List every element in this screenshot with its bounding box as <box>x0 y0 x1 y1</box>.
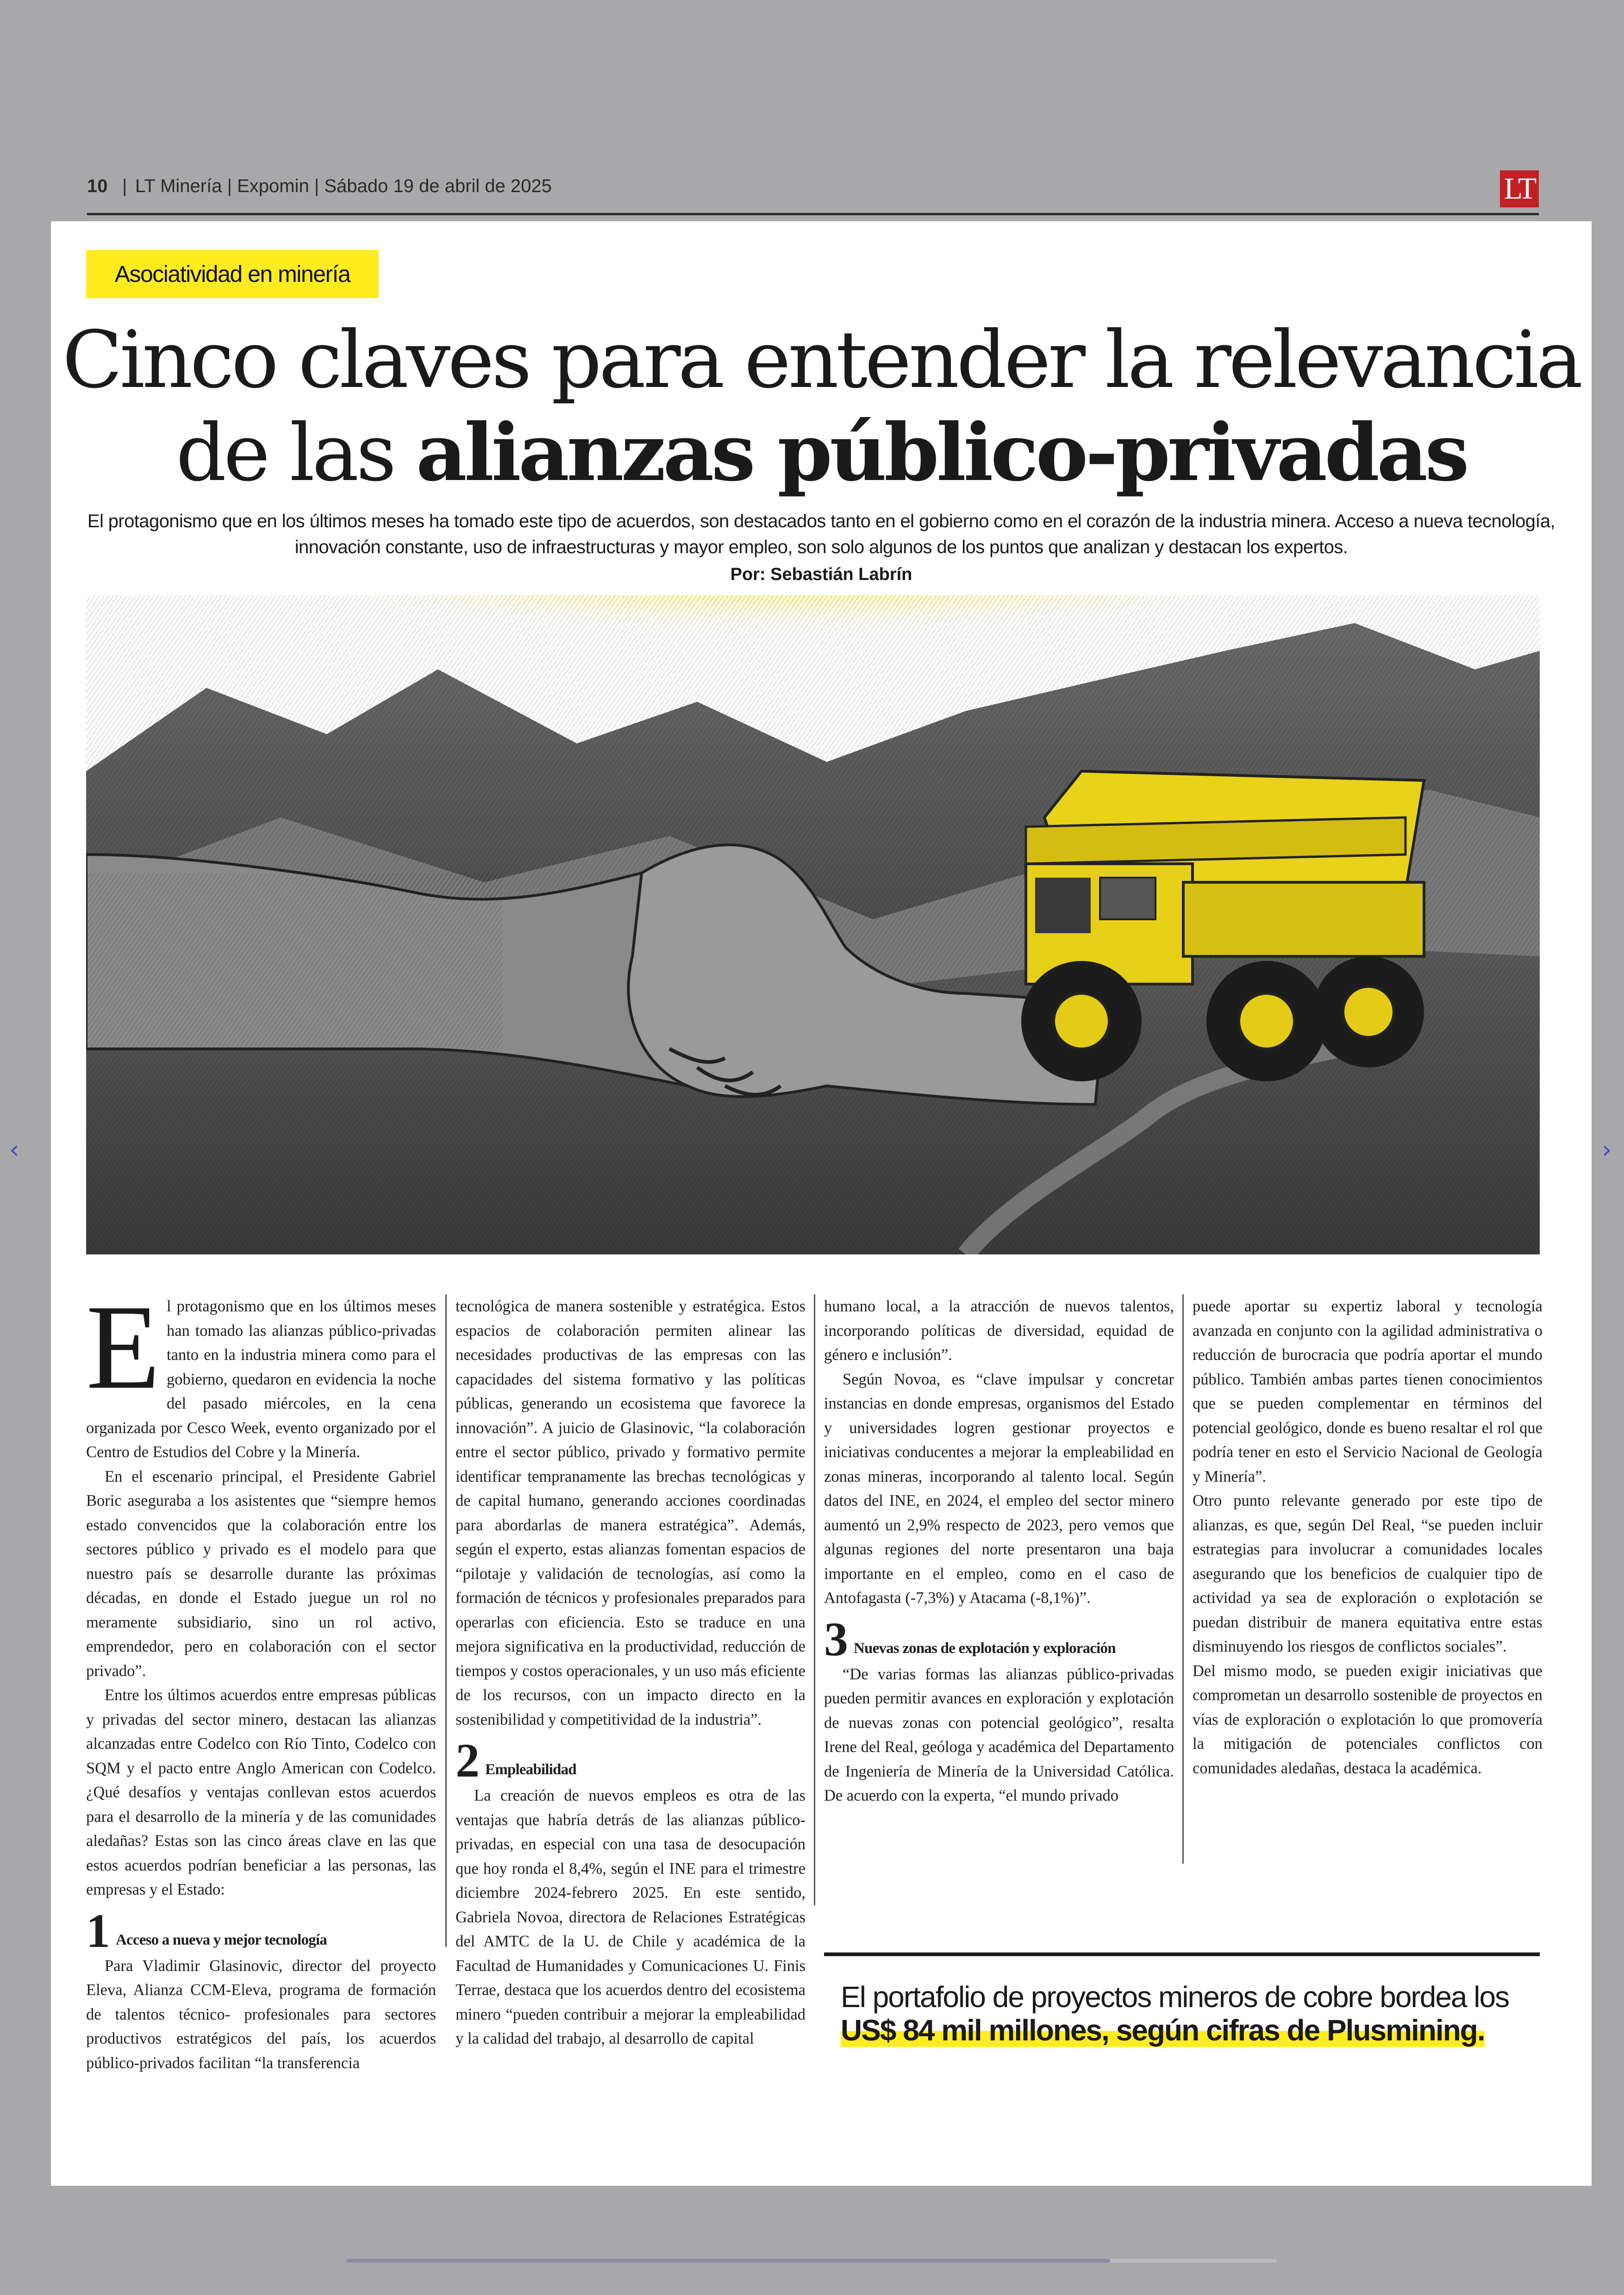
headline-line2-bold: alianzas público-privadas <box>416 406 1467 499</box>
paragraph-7: humano local, a la atracción de nuevos talentos, incorporando políticas de diversidad, equidad de género e inclusión”. <box>824 1297 1174 1364</box>
lt-logo: LT <box>1500 170 1539 207</box>
haul-truck <box>1021 771 1424 1081</box>
paragraph-10: puede aportar su expertiz laboral y tecnología avanzada en conjunto con la agilidad administrativa o reducción de burocracia que podría aportar el mundo público. También ambas partes tienen conocimientos que se pueden complementar en términos del potencial geológico, donde es bueno resaltar el rol que podría tener en esto el Servicio Nacional de Geología y Minería”. <box>1193 1297 1543 1485</box>
section-2-title: Empleabilidad <box>485 1761 576 1778</box>
byline: Por: Sebastián Labrín <box>730 565 912 584</box>
header-meta: LT Minería | Expomin | Sábado 19 de abril de 2025 <box>135 176 552 196</box>
column-divider <box>445 1294 447 1947</box>
scrollbar-thumb[interactable] <box>346 2259 1110 2263</box>
section-tag: Asociatividad en minería <box>86 250 379 298</box>
column-1 <box>86 1280 436 2075</box>
column-3 <box>824 1294 1174 1808</box>
headline <box>51 314 1592 499</box>
illustration-svg <box>86 595 1540 1254</box>
column-divider <box>814 1294 815 1905</box>
section-3-title: Nuevas zonas de explotación y exploración <box>854 1640 1116 1657</box>
section-1-number: 1 <box>86 1904 110 1958</box>
headline-line2 <box>51 406 1592 499</box>
column-4 <box>1193 1294 1543 1780</box>
newspaper-page <box>51 221 1592 2186</box>
prev-page-arrow-icon[interactable]: ‹ <box>9 1135 19 1164</box>
page-number: 10 <box>87 176 108 196</box>
deck: El protagonismo que en los últimos meses ha tomado este tipo de acuerdos, son destacados tanto en el gobierno como en el corazón de la industria minera. Acceso a nueva tecnología, innovación constante, uso de infraestructuras y mayor empleo, son solo algunos de los puntos que analizan y destacan los expertos. <box>87 511 1555 557</box>
section-1-title: Acceso a nueva y mejor tecnología <box>116 1931 327 1948</box>
column-divider <box>1182 1294 1184 1864</box>
paragraph-9: “De varias formas las alianzas público-privadas pueden permitir avances en exploración y explotación de nuevas zonas con potencial geológico”, resalta Irene del Real, geóloga y académica del Departamento de Ingeniería de Minería de la Universidad Católica. De acuerdo con la experta, “el mundo privado <box>824 1665 1174 1804</box>
section-2-heading <box>456 1734 806 1787</box>
headline-line1: Cinco claves para entender la relevancia <box>62 314 1580 406</box>
paragraph-12: Del mismo modo, se pueden exigir iniciativas que comprometan un desarrollo sostenible de proyectos en vías de exploración o explotación lo que promovería la mitigación de potenciales conflictos con comunidades aledañas, destaca la académica. <box>1193 1662 1543 1777</box>
header-separator: | <box>122 176 127 196</box>
pull-quote <box>841 1980 1535 2047</box>
next-page-arrow-icon[interactable]: › <box>1602 1135 1612 1164</box>
section-2-number: 2 <box>456 1734 480 1787</box>
section-1-heading <box>86 1904 436 1958</box>
paragraph-8: Según Novoa, es “clave impulsar y concretar instancias en donde empresas, organismos del Estado y universidades logren gestionar proyectos e iniciativas conducentes a mejorar la empleabilidad en zonas mineras, incorporando al talento local. Según datos del INE, en 2024, el empleo del sector minero aumentó un 2,9% respecto de 2023, pero vemos que algunas regiones del norte presentaron una baja importante en el empleo, como en el caso de Antofagasta (-7,3%) y Atacama (-8,1%)”. <box>824 1370 1174 1607</box>
paragraph-1: l protagonismo que en los últimos meses han tomado las alianzas público-privadas tanto en la industria minera como para el gobierno, quedaron en evidencia la noche del pasado miércoles, en la cena organizada por Cesco Week, evento organizado por el Centro de Estudios del Cobre y la Minería. <box>86 1297 436 1461</box>
page-scrollbar[interactable] <box>346 2259 1277 2263</box>
paragraph-11: Otro punto relevante generado por este tipo de alianzas, es que, según Del Real, “se pueden incluir estrategias para involucrar a comunidades locales asegurando que los beneficios de cualquier tipo de actividad ya sea de exploración o explotación se puedan distribuir de manera equitativa entre estas disminuyendo los riesgos de conflictos sociales”. <box>1193 1492 1543 1655</box>
section-3-number: 3 <box>824 1612 848 1666</box>
section-3-heading <box>824 1612 1174 1666</box>
pull-quote-regular: El portafolio de proyectos mineros de cobre bordea los <box>841 1980 1509 2014</box>
page-header <box>87 170 1539 215</box>
paragraph-5: tecnológica de manera sostenible y estratégica. Estos espacios de colaboración permiten alinear las necesidades productivas de las empresas con las capacidades del sistema formativo y las políticas públicas, generando un ecosistema que favorece la innovación”. A juicio de Glasinovic, “la colaboración entre el sector público, privado y formativo permite identificar tempranamente las brechas tecnológicas y de capital humano, generando acciones coordinadas para abordarlas de manera estratégica”. Además, según el experto, estas alianzas fomentan espacios de “pilotaje y validación de tecnologías, así como la formación de técnicos y profesionales preparados para operarlas con eficiencia. Esto se traduce en una mejora significativa en la productividad, reducción de tiempos y costos operacionales, y un uso más eficiente de los recursos, con un impacto directo en la sostenibilidad y competitividad de la industria”. <box>456 1297 806 1728</box>
drop-cap: E <box>86 1280 161 1414</box>
paragraph-3: Entre los últimos acuerdos entre empresas públicas y privadas del sector minero, destacan las alianzas alcanzadas entre Codelco con Río Tinto, Codelco con SQM y el pacto entre Anglo American con Codelco. ¿Qué desafíos y ventajas conllevan estos acuerdos para el desarrollo de la minería y de las comunidades aledañas? Estas son las cinco áreas clave en las que estos acuerdos podrían beneficiar a las personas, las empresas y el Estado: <box>86 1686 436 1898</box>
column-2 <box>456 1294 806 2051</box>
paragraph-6: La creación de nuevos empleos es otra de las ventajas que habría detrás de las alianzas público-privadas, en especial con una tasa de desocupación que hoy ronda el 8,4%, según el INE para el trimestre diciembre 2024-febrero 2025. En este sentido, Gabriela Novoa, directora de Relaciones Estratégicas del AMTC de la U. de Chile y académica de la Facultad de Humanidades y Comunicaciones U. Finis Terrae, destaca que los acuerdos dentro del ecosistema minero “pueden contribuir a mejorar la empleabilidad y la calidad del trabajo, al desarrollo de capital <box>456 1787 806 2047</box>
handshake-truck-illustration <box>86 595 1540 1254</box>
pull-quote-highlight: US$ 84 mil millones, según cifras de Plusmining. <box>841 2014 1485 2047</box>
paragraph-2: En el escenario principal, el Presidente Gabriel Boric aseguraba a los asistentes que “siempre hemos estado convencidos que la colaboración entre los sectores público y privado es el modelo para que nuestro país se desarrolle durante las próximas décadas, en donde el Estado juegue un rol no meramente subsidiario, sino un rol activo, emprendedor, pero en colaboración con el sector privado”. <box>86 1467 436 1680</box>
paragraph-4: Para Vladimir Glasinovic, director del proyecto Eleva, Alianza CCM-Eleva, programa de formación de talentos técnico- profesionales para sectores productivos estratégicos del país, los acuerdos público-privados facilitan “la transferencia <box>86 1957 436 2072</box>
headline-line2-regular: de las <box>176 407 416 499</box>
pull-quote-rule <box>824 1952 1540 1956</box>
